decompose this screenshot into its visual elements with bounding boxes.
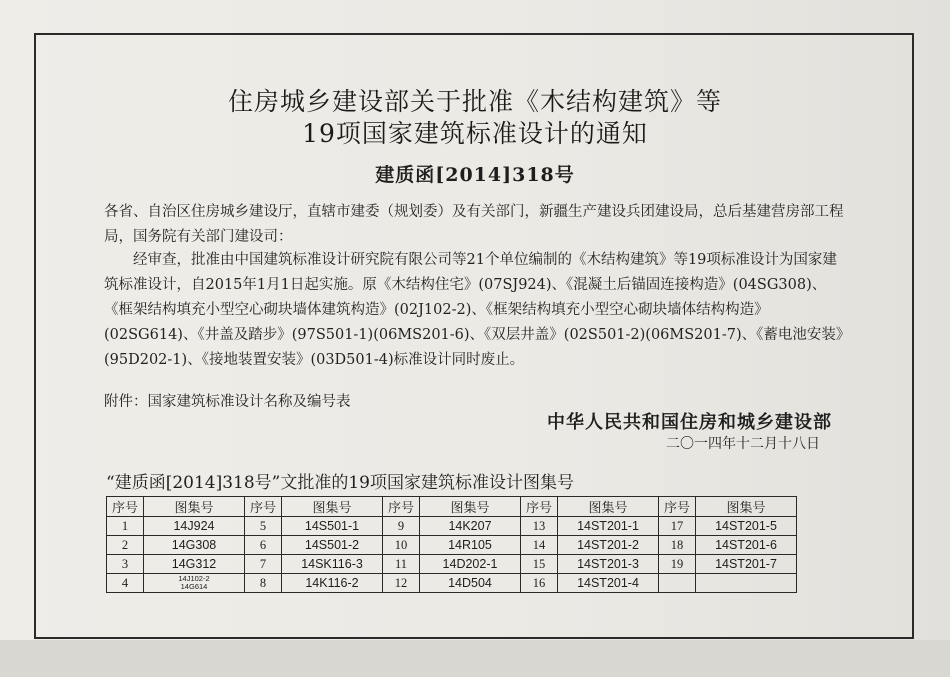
cell-code: 14J924 — [144, 517, 245, 536]
cell-no: 12 — [383, 574, 420, 593]
cell-code: 14G308 — [144, 536, 245, 555]
cell-no: 16 — [521, 574, 558, 593]
cell-no: 17 — [659, 517, 696, 536]
cell-no: 4 — [107, 574, 144, 593]
cell-code: 14S501-2 — [282, 536, 383, 555]
cell-code: 14ST201-7 — [696, 555, 797, 574]
cell-no: 11 — [383, 555, 420, 574]
table-row — [107, 517, 797, 536]
cell-code: 14J102-2 14G614 — [144, 574, 245, 593]
cell-code: 14ST201-1 — [558, 517, 659, 536]
cell-no: 10 — [383, 536, 420, 555]
cell-code: 14K207 — [420, 517, 521, 536]
cell-code: 14S501-1 — [282, 517, 383, 536]
cell-code: 14K116-2 — [282, 574, 383, 593]
header-no: 序号 — [659, 497, 696, 517]
attachment-line: 附件：国家建筑标准设计名称及编号表 — [104, 394, 351, 410]
header-code: 图集号 — [696, 497, 797, 517]
document-number: 建质函[2014]318号 — [375, 164, 575, 186]
notice-title-line-1: 住房城乡建设部关于批准《木结构建筑》等 — [227, 87, 722, 116]
header-code: 图集号 — [282, 497, 383, 517]
cell-code: 14R105 — [420, 536, 521, 555]
notice-title-line-2: 19项国家建筑标准设计的通知 — [302, 119, 648, 148]
cell-no: 3 — [107, 555, 144, 574]
header-no: 序号 — [107, 497, 144, 517]
cell-no: 9 — [383, 517, 420, 536]
cell-no: 2 — [107, 536, 144, 555]
cell-code: 14SK116-3 — [282, 555, 383, 574]
header-no: 序号 — [521, 497, 558, 517]
cell-no: 19 — [659, 555, 696, 574]
issue-date: 二〇一四年十二月十八日 — [666, 436, 820, 452]
cell-no: 1 — [107, 517, 144, 536]
standards-table — [106, 496, 797, 593]
cell-no: 5 — [245, 517, 282, 536]
cell-code: 14D202-1 — [420, 555, 521, 574]
cell-code — [696, 574, 797, 593]
cell-no: 15 — [521, 555, 558, 574]
header-code: 图集号 — [144, 497, 245, 517]
cell-code: 14ST201-5 — [696, 517, 797, 536]
table-header-row — [107, 497, 797, 517]
table-caption: “建质函[2014]318号”文批准的19项国家建筑标准设计图集号 — [106, 473, 574, 493]
issuing-authority: 中华人民共和国住房和城乡建设部 — [547, 412, 832, 433]
cell-no: 7 — [245, 555, 282, 574]
header-code: 图集号 — [558, 497, 659, 517]
cell-no — [659, 574, 696, 593]
approval-paragraph: 经审查，批准由中国建筑标准设计研究院有限公司等21个单位编制的《木结构建筑》等19项标准设计为国家建筑标准设计，自2015年1月1日起实施。原《木结构住宅》(07SJ924)、《混凝土后锚固连接构造》(04SG308)、《框架结构填充小型空心砌块墙体建筑构造》(02J102-2)、《框架结构填充小型空心砌块墙体结构构造》(02SG614)、《井盖及踏步》(97S501-1)(06MS201-6)、《双层井盖》(02S501-2)(06MS201-7)、《蓄电池安装》(95D202-1)、《接地装置安装》(03D501-4)标准设计同时废止。 — [104, 252, 844, 368]
cell-code: 14G312 — [144, 555, 245, 574]
cell-code: 14D504 — [420, 574, 521, 593]
header-code: 图集号 — [420, 497, 521, 517]
cell-no: 13 — [521, 517, 558, 536]
cell-code: 14ST201-3 — [558, 555, 659, 574]
addressee-paragraph: 各省、自治区住房城乡建设厅，直辖市建委（规划委）及有关部门，新疆生产建设兵团建设局，总后基建营房部工程局，国务院有关部门建设司： — [104, 204, 844, 245]
cell-code: 14ST201-2 — [558, 536, 659, 555]
table-row — [107, 536, 797, 555]
header-no: 序号 — [383, 497, 420, 517]
cell-no: 6 — [245, 536, 282, 555]
cell-code: 14ST201-4 — [558, 574, 659, 593]
page-bottom-edge — [0, 640, 950, 677]
cell-code: 14ST201-6 — [696, 536, 797, 555]
cell-no: 8 — [245, 574, 282, 593]
cell-no: 18 — [659, 536, 696, 555]
table-row — [107, 574, 797, 593]
header-no: 序号 — [245, 497, 282, 517]
table-row — [107, 555, 797, 574]
cell-no: 14 — [521, 536, 558, 555]
